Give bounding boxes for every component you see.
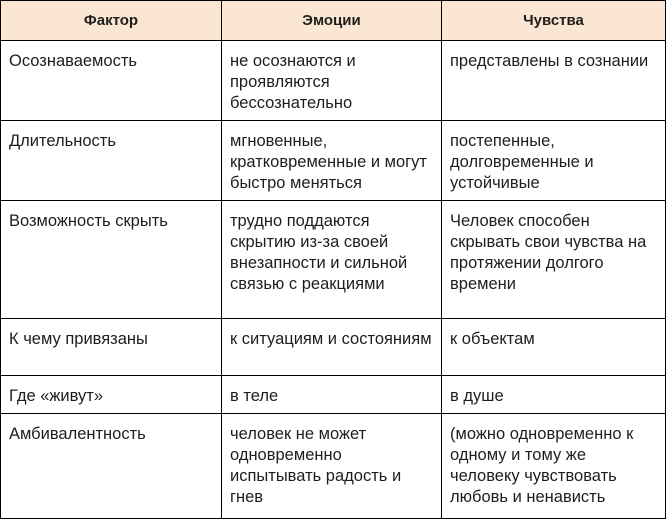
table-row [1,201,666,319]
feelings-cell: постепенные, долговременные и устойчивые [442,121,666,201]
feelings-cell: в душе [442,376,666,414]
factor-cell: К чему привязаны [1,319,222,376]
factor-cell: Амбивалентность [1,414,222,519]
emotions-cell: трудно поддаются скрытию из-за своей внезапности и сильной связью с реакциями [222,201,442,319]
table-header-row [1,1,666,41]
table-row [1,376,666,414]
factor-cell: Где «живут» [1,376,222,414]
header-factor: Фактор [1,1,222,41]
feelings-cell: (можно одновременно к одному и тому же человеку чувствовать любовь и ненависть [442,414,666,519]
table-row [1,41,666,121]
header-emotions: Эмоции [222,1,442,41]
factor-cell: Длительность [1,121,222,201]
feelings-cell: к объектам [442,319,666,376]
emotions-cell: к ситуациям и состояниям [222,319,442,376]
table-row [1,319,666,376]
feelings-cell: Человек способен скрывать свои чувства на протяжении долгого времени [442,201,666,319]
header-feelings: Чувства [442,1,666,41]
emotions-cell: мгновенные, кратковременные и могут быстро меняться [222,121,442,201]
factor-cell: Возможность скрыть [1,201,222,319]
emotions-cell: в теле [222,376,442,414]
factor-cell: Осознаваемость [1,41,222,121]
emotions-cell: не осознаются и проявляются бессознательно [222,41,442,121]
emotions-cell: человек не может одновременно испытывать радость и гнев [222,414,442,519]
table-row [1,414,666,519]
feelings-cell: представлены в сознании [442,41,666,121]
table-row [1,121,666,201]
